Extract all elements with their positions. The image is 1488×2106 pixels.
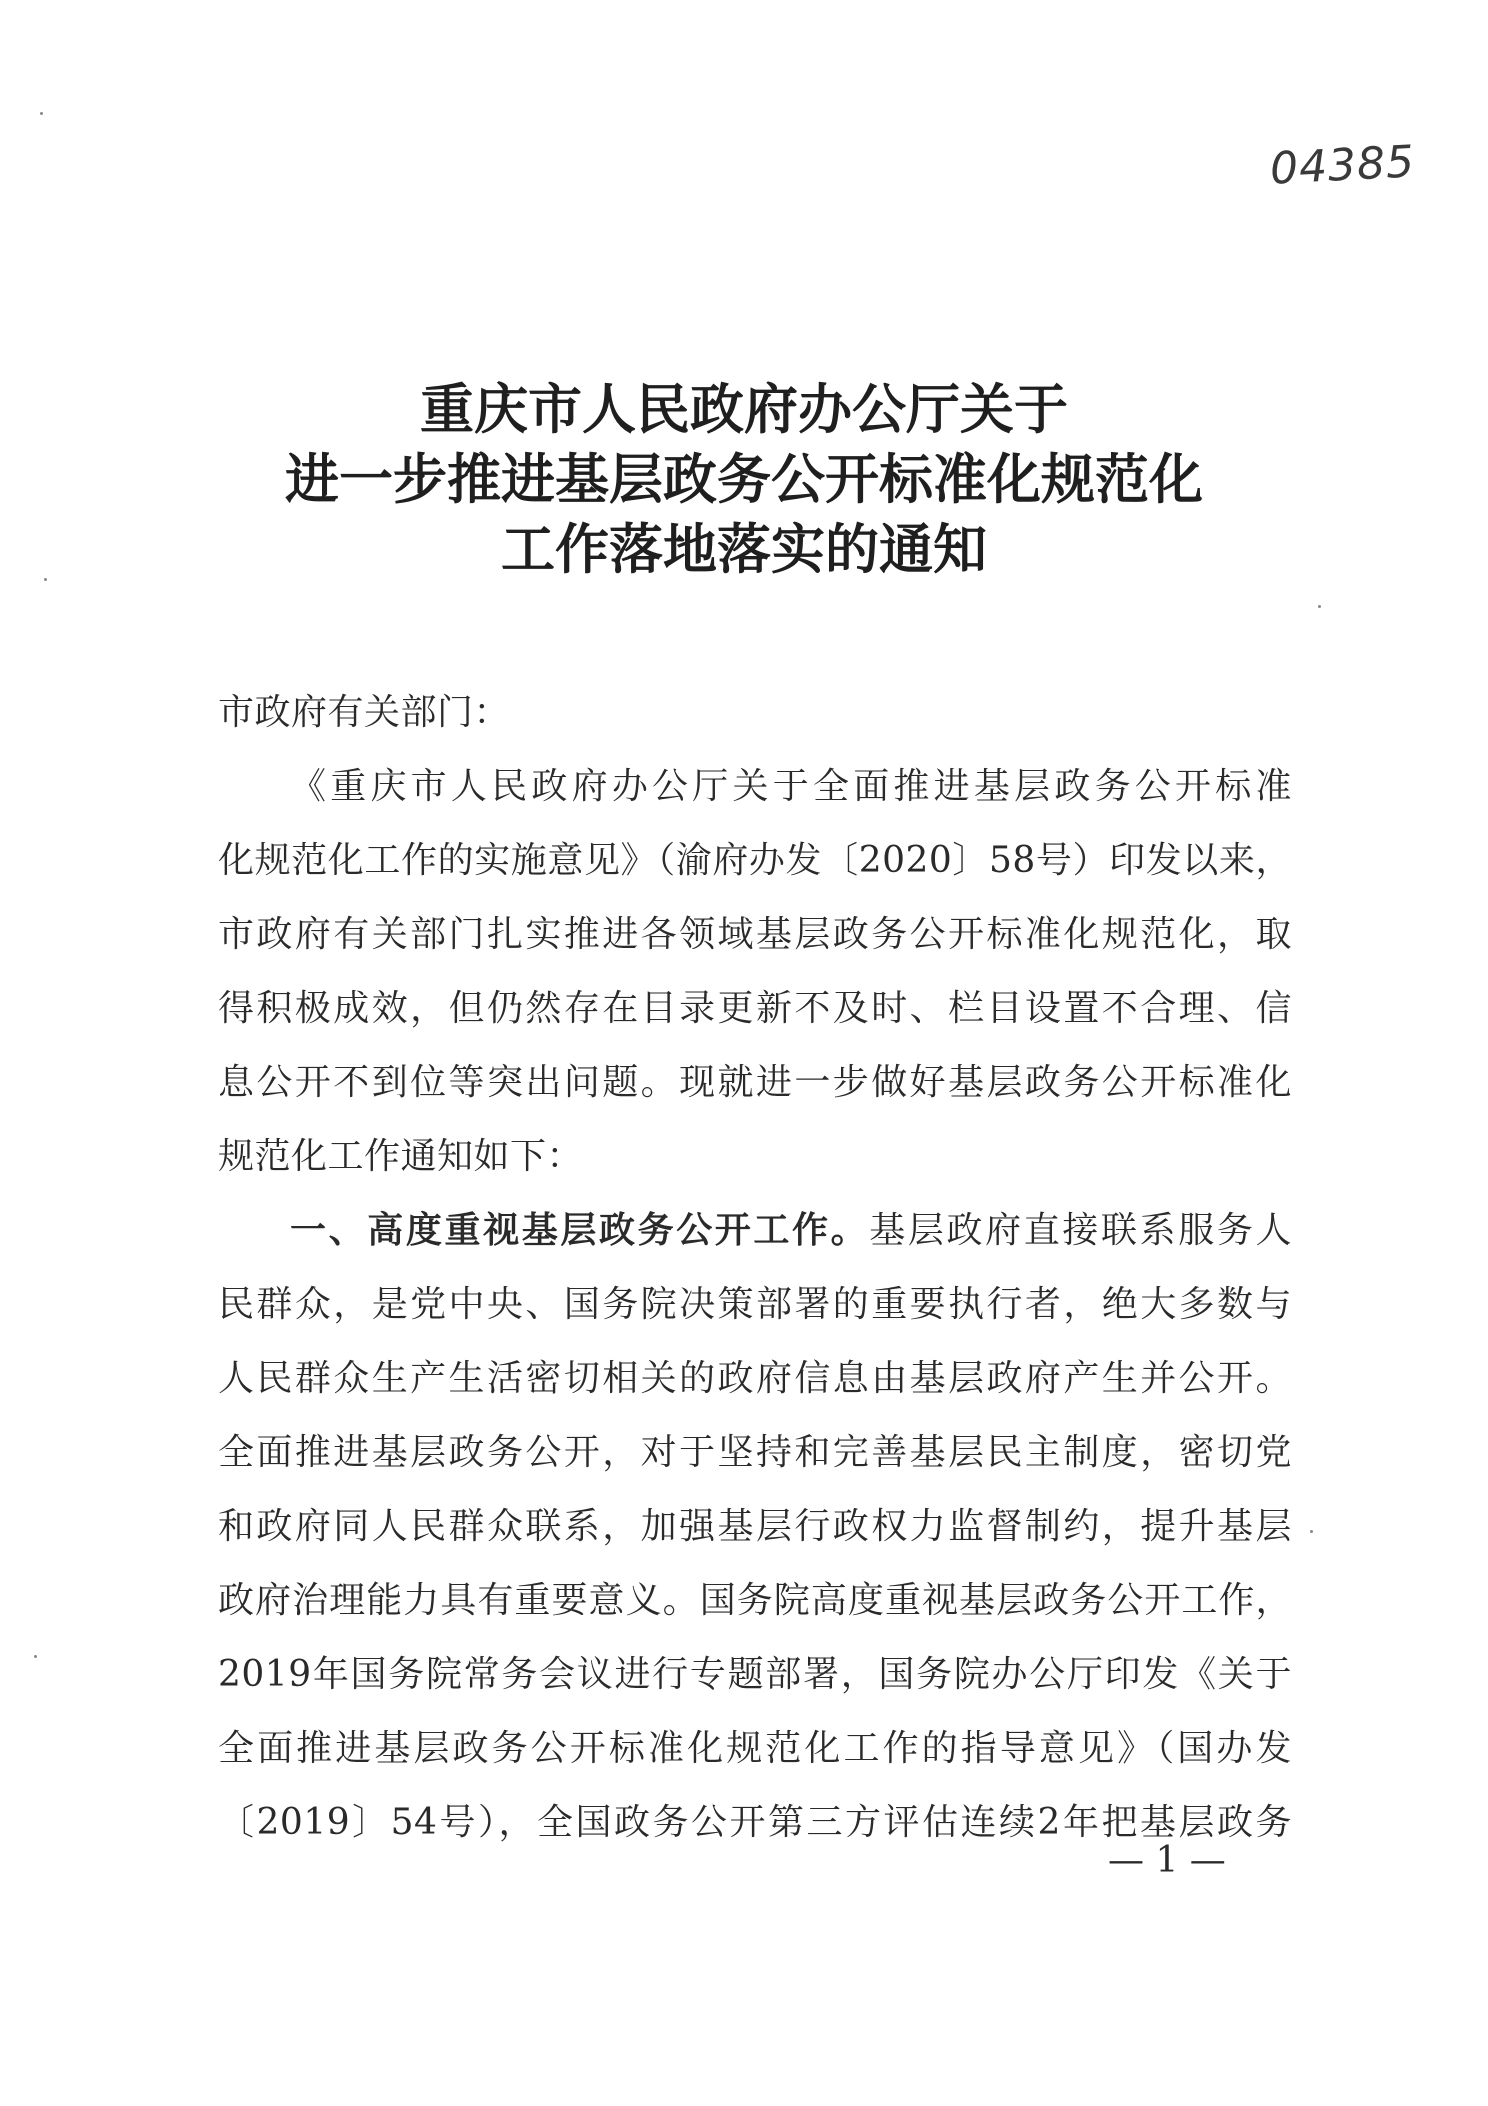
paragraph-1-line: 规范化工作通知如下： [218, 1136, 584, 1177]
section-1-line: 民群众，是党中央、国务院决策部署的重要执行者，绝大多数与 [218, 1284, 1292, 1325]
paragraph-1-line: 息公开不到位等突出问题。现就进一步做好基层政务公开标准化 [218, 1062, 1292, 1103]
page-number: — 1 — [1108, 1840, 1226, 1881]
scan-speck [34, 1655, 37, 1658]
scan-speck [40, 112, 43, 115]
section-1-line: 全面推进基层政务公开标准化规范化工作的指导意见》（国办发 [218, 1728, 1292, 1769]
section-1-line: 人民群众生产生活密切相关的政府信息由基层政府产生并公开。 [218, 1358, 1292, 1399]
document-title [0, 375, 1488, 585]
title-line-1: 重庆市人民政府办公厅关于 [420, 378, 1068, 441]
handwritten-note: 04385 [1268, 136, 1417, 195]
scan-speck [1310, 1530, 1313, 1533]
section-1-line: 和政府同人民群众联系，加强基层行政权力监督制约，提升基层 [218, 1506, 1292, 1547]
title-line-3: 工作落地落实的通知 [501, 518, 987, 581]
document-body [218, 676, 1292, 1860]
paragraph-1-line: 《重庆市人民政府办公厅关于全面推进基层政务公开标准 [290, 766, 1292, 807]
section-1-heading: 一、高度重视基层政务公开工作。 [290, 1210, 870, 1251]
paragraph-1-line: 化规范化工作的实施意见》（渝府办发〔2020〕58号）印发以来， [218, 840, 1292, 881]
salutation: 市政府有关部门： [218, 692, 511, 733]
title-line-2: 进一步推进基层政务公开标准化规范化 [285, 448, 1203, 511]
section-1-line: 政府治理能力具有重要意义。国务院高度重视基层政务公开工作， [218, 1580, 1292, 1621]
section-1-first-line-text: 基层政府直接联系服务人 [869, 1210, 1292, 1251]
paragraph-1-line: 得积极成效，但仍然存在目录更新不及时、栏目设置不合理、信 [218, 988, 1292, 1029]
section-1-line: 〔2019〕54号），全国政务公开第三方评估连续2年把基层政务 [218, 1802, 1292, 1843]
section-1-line: 全面推进基层政务公开，对于坚持和完善基层民主制度，密切党 [218, 1432, 1292, 1473]
paragraph-1-line: 市政府有关部门扎实推进各领域基层政务公开标准化规范化，取 [218, 914, 1292, 955]
scan-speck [44, 578, 47, 581]
section-1-line: 2019年国务院常务会议进行专题部署，国务院办公厅印发《关于 [218, 1654, 1292, 1695]
section-1-first-line [218, 1194, 1292, 1268]
scan-speck [1318, 605, 1321, 608]
